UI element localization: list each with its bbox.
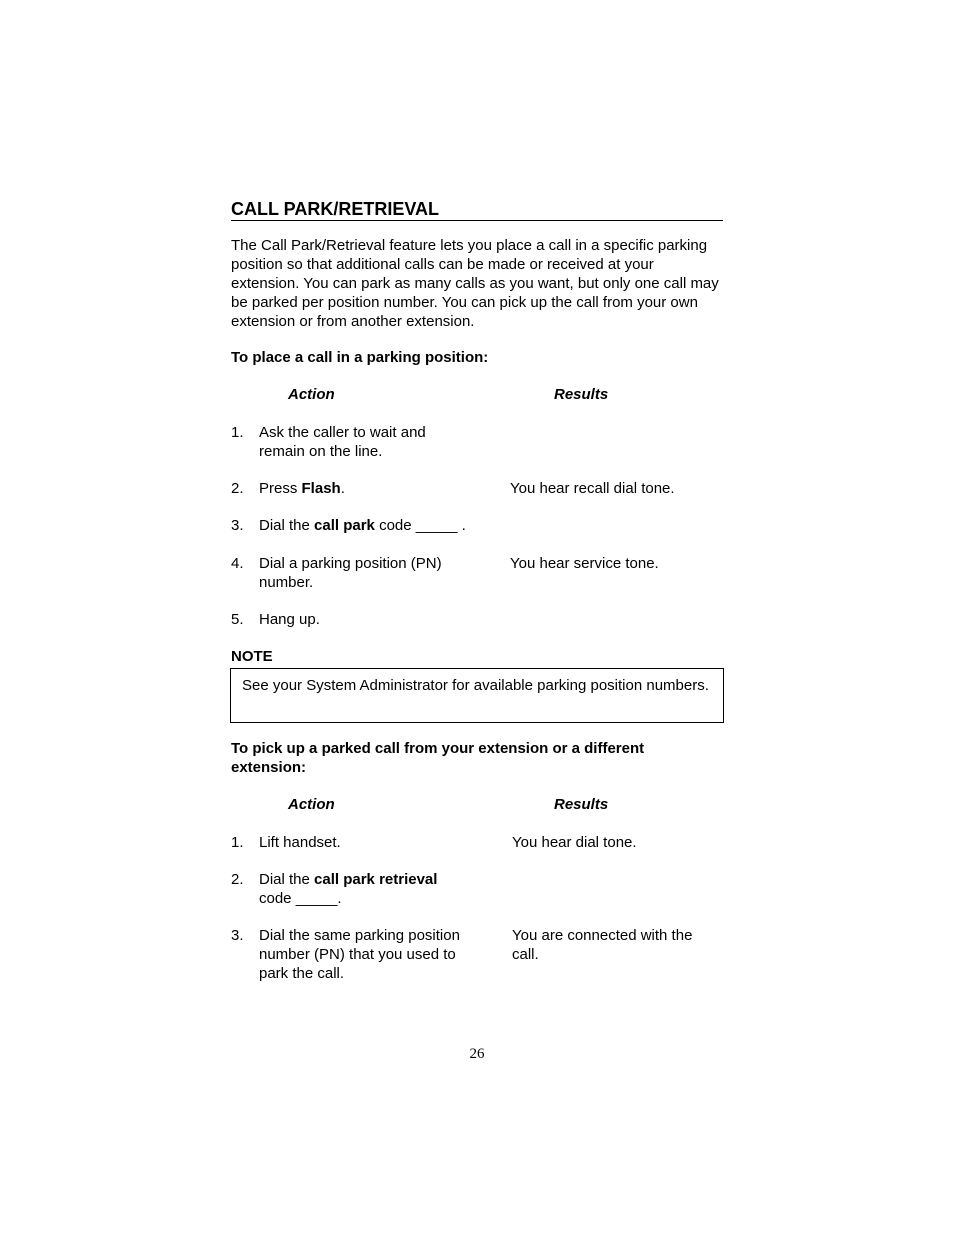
step-number: 5. xyxy=(231,611,244,628)
step-number: 2. xyxy=(231,871,244,888)
section2-result-1: You hear dial tone. xyxy=(512,834,637,851)
step-number: 1. xyxy=(231,834,244,851)
section1-heading: To place a call in a parking position: xyxy=(231,349,489,366)
intro-paragraph: The Call Park/Retrieval feature lets you place a call in a specific parking position so that additional calls can be made or received at your extension. You can park as many calls as you want, but only one call may be parked per position number. You can pick up the call from your own extension or from another extension. xyxy=(231,237,719,330)
note-box xyxy=(230,668,724,723)
step-text: Dial the call park retrieval code _____. xyxy=(259,871,438,907)
step-text: Dial a parking position (PN) number. xyxy=(259,555,442,591)
section1-action-header: Action xyxy=(288,386,335,403)
page-title: CALL PARK/RETRIEVAL xyxy=(231,198,723,221)
step-text: Lift handset. xyxy=(259,834,341,851)
section2-heading: To pick up a parked call from your extension or a different extension: xyxy=(231,740,645,776)
note-text: See your System Administrator for available parking position numbers. xyxy=(242,677,709,694)
section2-results-header: Results xyxy=(554,796,609,813)
step-text: Ask the caller to wait and remain on the line. xyxy=(259,424,426,460)
step-number: 4. xyxy=(231,555,244,572)
step-text: Press Flash. xyxy=(259,480,345,497)
step-number: 3. xyxy=(231,927,244,944)
step-number: 2. xyxy=(231,480,244,497)
step-text: Hang up. xyxy=(259,611,320,628)
page-number: 26 xyxy=(469,1046,485,1062)
section2-result-3: You are connected with the call. xyxy=(512,927,693,963)
section1-result-2: You hear recall dial tone. xyxy=(510,480,675,497)
step-text: Dial the call park code _____ . xyxy=(259,517,466,534)
note-label: NOTE xyxy=(231,648,273,665)
section2-action-header: Action xyxy=(288,796,335,813)
step-number: 3. xyxy=(231,517,244,534)
step-text: Dial the same parking position number (PN) that you used to park the call. xyxy=(259,927,460,982)
step-number: 1. xyxy=(231,424,244,441)
section1-results-header: Results xyxy=(554,386,609,403)
section1-result-4: You hear service tone. xyxy=(510,555,659,572)
